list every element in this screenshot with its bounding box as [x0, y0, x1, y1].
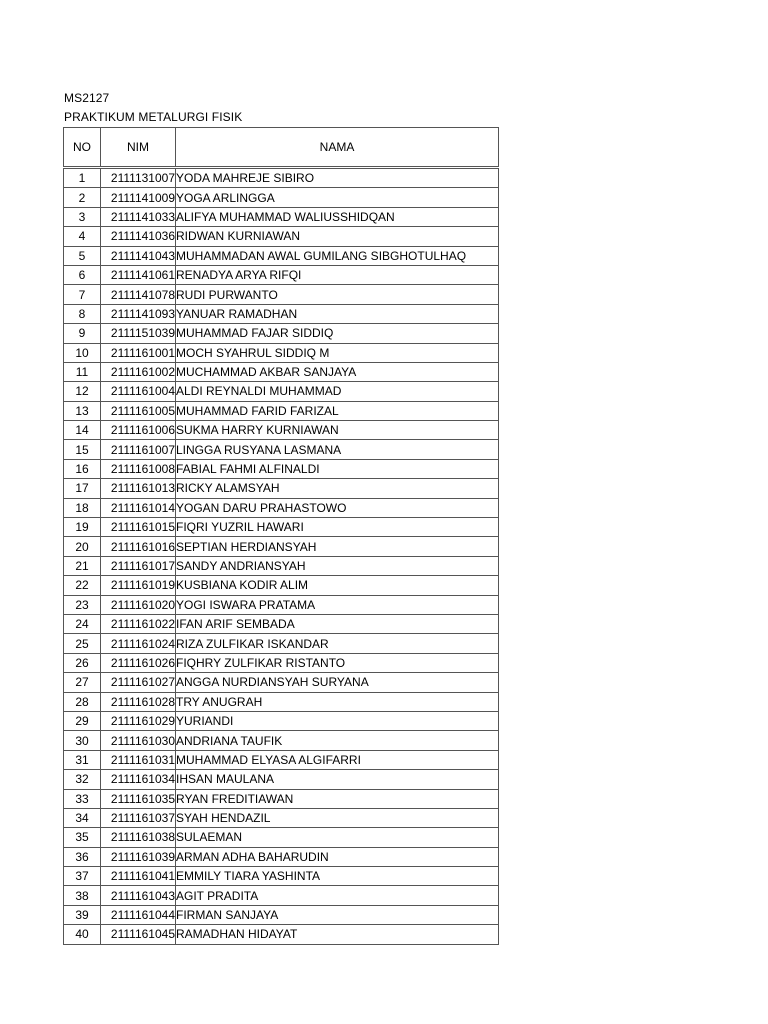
nim-cell: 2111161039	[101, 847, 176, 866]
column-header-no: NO	[64, 128, 101, 168]
name-cell: TRY ANUGRAH	[176, 692, 499, 711]
name-cell: MUHAMMADAN AWAL GUMILANG SIBGHOTULHAQ	[176, 246, 499, 265]
name-cell: KUSBIANA KODIR ALIM	[176, 576, 499, 595]
table-row	[64, 673, 499, 692]
name-cell: SEPTIAN HERDIANSYAH	[176, 537, 499, 556]
name-cell: RIDWAN KURNIAWAN	[176, 227, 499, 246]
table-row	[64, 498, 499, 517]
name-cell: IHSAN MAULANA	[176, 770, 499, 789]
row-number-cell: 3	[64, 207, 101, 226]
row-number-cell: 9	[64, 324, 101, 343]
table-row	[64, 770, 499, 789]
table-row	[64, 207, 499, 226]
row-number-cell: 29	[64, 711, 101, 730]
row-number-cell: 22	[64, 576, 101, 595]
name-cell: LINGGA RUSYANA LASMANA	[176, 440, 499, 459]
nim-cell: 2111141009	[101, 188, 176, 207]
table-row	[64, 789, 499, 808]
nim-cell: 2111161037	[101, 808, 176, 827]
name-cell: MUHAMMAD ELYASA ALGIFARRI	[176, 750, 499, 769]
name-cell: FABIAL FAHMI ALFINALDI	[176, 459, 499, 478]
nim-cell: 2111161034	[101, 770, 176, 789]
row-number-cell: 36	[64, 847, 101, 866]
name-cell: ARMAN ADHA BAHARUDIN	[176, 847, 499, 866]
row-number-cell: 14	[64, 421, 101, 440]
row-number-cell: 13	[64, 401, 101, 420]
table-row	[64, 401, 499, 420]
name-cell: RIZA ZULFIKAR ISKANDAR	[176, 634, 499, 653]
nim-cell: 2111161008	[101, 459, 176, 478]
row-number-cell: 20	[64, 537, 101, 556]
row-number-cell: 31	[64, 750, 101, 769]
nim-cell: 2111161022	[101, 614, 176, 633]
table-row	[64, 227, 499, 246]
nim-cell: 2111161017	[101, 556, 176, 575]
nim-cell: 2111161038	[101, 828, 176, 847]
name-cell: SYAH HENDAZIL	[176, 808, 499, 827]
nim-cell: 2111161001	[101, 343, 176, 362]
table-row	[64, 382, 499, 401]
nim-cell: 2111141043	[101, 246, 176, 265]
nim-cell: 2111161026	[101, 653, 176, 672]
table-row	[64, 537, 499, 556]
row-number-cell: 21	[64, 556, 101, 575]
nim-cell: 2111161004	[101, 382, 176, 401]
nim-cell: 2111141033	[101, 207, 176, 226]
table-row	[64, 808, 499, 827]
table-row	[64, 343, 499, 362]
table-body	[64, 168, 499, 945]
nim-cell: 2111161030	[101, 731, 176, 750]
name-cell: RENADYA ARYA RIFQI	[176, 265, 499, 284]
nim-cell: 2111141093	[101, 304, 176, 323]
nim-cell: 2111161019	[101, 576, 176, 595]
table-row	[64, 168, 499, 188]
nim-cell: 2111161044	[101, 905, 176, 924]
row-number-cell: 23	[64, 595, 101, 614]
nim-cell: 2111161027	[101, 673, 176, 692]
student-roster-table	[63, 127, 499, 945]
name-cell: YODA MAHREJE SIBIRO	[176, 168, 499, 188]
table-row	[64, 847, 499, 866]
table-row	[64, 925, 499, 944]
nim-cell: 2111161020	[101, 595, 176, 614]
table-row	[64, 304, 499, 323]
row-number-cell: 15	[64, 440, 101, 459]
table-row	[64, 634, 499, 653]
table-row	[64, 692, 499, 711]
name-cell: ANGGA NURDIANSYAH SURYANA	[176, 673, 499, 692]
row-number-cell: 1	[64, 168, 101, 188]
nim-cell: 2111161016	[101, 537, 176, 556]
name-cell: MUHAMMAD FARID FARIZAL	[176, 401, 499, 420]
table-row	[64, 750, 499, 769]
nim-cell: 2111161029	[101, 711, 176, 730]
table-row	[64, 479, 499, 498]
row-number-cell: 28	[64, 692, 101, 711]
row-number-cell: 24	[64, 614, 101, 633]
table-row	[64, 886, 499, 905]
name-cell: RUDI PURWANTO	[176, 285, 499, 304]
name-cell: FIRMAN SANJAYA	[176, 905, 499, 924]
name-cell: YOGAN DARU PRAHASTOWO	[176, 498, 499, 517]
nim-cell: 2111141078	[101, 285, 176, 304]
name-cell: YURIANDI	[176, 711, 499, 730]
row-number-cell: 7	[64, 285, 101, 304]
row-number-cell: 39	[64, 905, 101, 924]
table-row	[64, 188, 499, 207]
table-row	[64, 518, 499, 537]
name-cell: YANUAR RAMADHAN	[176, 304, 499, 323]
row-number-cell: 25	[64, 634, 101, 653]
table-row	[64, 614, 499, 633]
column-header-nim: NIM	[101, 128, 176, 168]
name-cell: RICKY ALAMSYAH	[176, 479, 499, 498]
row-number-cell: 17	[64, 479, 101, 498]
nim-cell: 2111161043	[101, 886, 176, 905]
nim-cell: 2111161035	[101, 789, 176, 808]
row-number-cell: 32	[64, 770, 101, 789]
nim-cell: 2111161041	[101, 867, 176, 886]
table-row	[64, 905, 499, 924]
row-number-cell: 12	[64, 382, 101, 401]
nim-cell: 2111161006	[101, 421, 176, 440]
row-number-cell: 5	[64, 246, 101, 265]
nim-cell: 2111161045	[101, 925, 176, 944]
nim-cell: 2111161013	[101, 479, 176, 498]
nim-cell: 2111161007	[101, 440, 176, 459]
name-cell: ALIFYA MUHAMMAD WALIUSSHIDQAN	[176, 207, 499, 226]
name-cell: SANDY ANDRIANSYAH	[176, 556, 499, 575]
course-code: MS2127	[64, 91, 110, 105]
name-cell: ANDRIANA TAUFIK	[176, 731, 499, 750]
table-row	[64, 285, 499, 304]
table-row	[64, 828, 499, 847]
row-number-cell: 40	[64, 925, 101, 944]
table-row	[64, 362, 499, 381]
name-cell: AGIT PRADITA	[176, 886, 499, 905]
name-cell: SUKMA HARRY KURNIAWAN	[176, 421, 499, 440]
table-row	[64, 324, 499, 343]
nim-cell: 2111141036	[101, 227, 176, 246]
nim-cell: 2111141061	[101, 265, 176, 284]
row-number-cell: 38	[64, 886, 101, 905]
name-cell: RAMADHAN HIDAYAT	[176, 925, 499, 944]
row-number-cell: 8	[64, 304, 101, 323]
row-number-cell: 19	[64, 518, 101, 537]
name-cell: FIQHRY ZULFIKAR RISTANTO	[176, 653, 499, 672]
nim-cell: 2111161014	[101, 498, 176, 517]
name-cell: MOCH SYAHRUL SIDDIQ M	[176, 343, 499, 362]
row-number-cell: 11	[64, 362, 101, 381]
nim-cell: 2111161005	[101, 401, 176, 420]
name-cell: SULAEMAN	[176, 828, 499, 847]
name-cell: FIQRI YUZRIL HAWARI	[176, 518, 499, 537]
table-row	[64, 459, 499, 478]
table-row	[64, 265, 499, 284]
row-number-cell: 26	[64, 653, 101, 672]
table-row	[64, 576, 499, 595]
table-row	[64, 440, 499, 459]
name-cell: YOGI ISWARA PRATAMA	[176, 595, 499, 614]
row-number-cell: 16	[64, 459, 101, 478]
nim-cell: 2111161024	[101, 634, 176, 653]
name-cell: IFAN ARIF SEMBADA	[176, 614, 499, 633]
row-number-cell: 4	[64, 227, 101, 246]
row-number-cell: 33	[64, 789, 101, 808]
row-number-cell: 35	[64, 828, 101, 847]
nim-cell: 2111161031	[101, 750, 176, 769]
nim-cell: 2111131007	[101, 168, 176, 188]
table-header-row	[64, 128, 499, 168]
name-cell: EMMILY TIARA YASHINTA	[176, 867, 499, 886]
table-row	[64, 556, 499, 575]
name-cell: ALDI REYNALDI MUHAMMAD	[176, 382, 499, 401]
column-header-nama: NAMA	[176, 128, 499, 168]
table-row	[64, 246, 499, 265]
name-cell: MUCHAMMAD AKBAR SANJAYA	[176, 362, 499, 381]
table-row	[64, 731, 499, 750]
row-number-cell: 27	[64, 673, 101, 692]
table-row	[64, 421, 499, 440]
row-number-cell: 2	[64, 188, 101, 207]
row-number-cell: 6	[64, 265, 101, 284]
nim-cell: 2111161028	[101, 692, 176, 711]
nim-cell: 2111151039	[101, 324, 176, 343]
row-number-cell: 37	[64, 867, 101, 886]
row-number-cell: 18	[64, 498, 101, 517]
name-cell: RYAN FREDITIAWAN	[176, 789, 499, 808]
name-cell: MUHAMMAD FAJAR SIDDIQ	[176, 324, 499, 343]
name-cell: YOGA ARLINGGA	[176, 188, 499, 207]
course-title: PRAKTIKUM METALURGI FISIK	[64, 110, 243, 124]
table-row	[64, 595, 499, 614]
nim-cell: 2111161002	[101, 362, 176, 381]
nim-cell: 2111161015	[101, 518, 176, 537]
table-row	[64, 867, 499, 886]
table-row	[64, 711, 499, 730]
table-row	[64, 653, 499, 672]
row-number-cell: 30	[64, 731, 101, 750]
row-number-cell: 34	[64, 808, 101, 827]
row-number-cell: 10	[64, 343, 101, 362]
